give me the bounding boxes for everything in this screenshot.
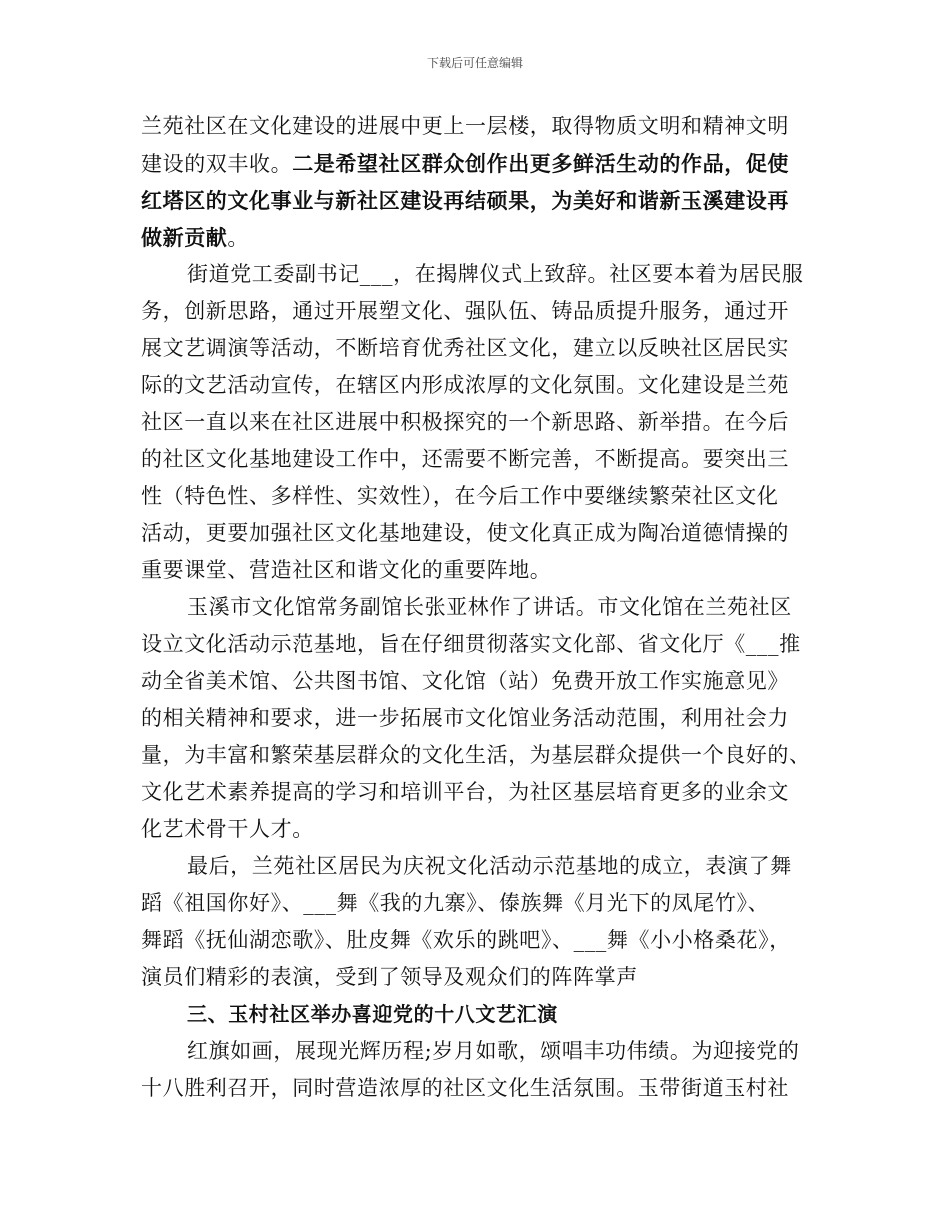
- text-run: 展文艺调演等活动，不断培育优秀社区文化，建立以反映社区居民实: [141, 336, 789, 360]
- text-line: [141, 737, 821, 774]
- text-run: 蹈《祖国你好》、___舞《我的九寨》、傣族舞《月光下的凤尾竹》、: [141, 891, 770, 915]
- paragraph: [141, 848, 821, 996]
- bold-text-run: 红塔区的文化事业与新社区建设再结硕果，为美好和谐新玉溪建设再: [141, 188, 789, 213]
- text-run: 活动，更要加强社区文化基地建设，使文化真正成为陶冶道德情操的: [141, 521, 789, 545]
- text-line: [141, 441, 821, 478]
- paragraph: [141, 1033, 821, 1107]
- text-run: 建设的双丰收。: [141, 152, 293, 176]
- text-run: 兰苑社区在文化建设的进展中更上一层楼，取得物质文明和精神文明: [141, 114, 789, 138]
- text-line: [141, 885, 821, 922]
- text-run: 际的文艺活动宣传，在辖区内形成浓厚的文化氛围。文化建设是兰苑: [141, 373, 789, 397]
- text-run: 街道党工委副书记___，在揭牌仪式上致辞。社区要本着为居民服: [187, 262, 804, 286]
- text-run: 化艺术骨干人才。: [141, 817, 314, 841]
- text-line: [141, 774, 821, 811]
- text-line: [141, 367, 821, 404]
- text-run: 演员们精彩的表演，受到了领导及观众们的阵阵掌声: [141, 965, 638, 989]
- text-line: [141, 1070, 821, 1107]
- text-run: 红旗如画，展现光辉历程;岁月如歌，颂唱丰功伟绩。为迎接党的: [187, 1039, 800, 1063]
- text-run: 文化艺术素养提高的学习和培训平台，为社区基层培育更多的业余文: [141, 780, 789, 804]
- text-line: [141, 515, 821, 552]
- text-line: [141, 552, 821, 589]
- text-run: 最后，兰苑社区居民为庆祝文化活动示范基地的成立，表演了舞: [187, 854, 792, 878]
- text-run: 的社区文化基地建设工作中，还需要不断完善，不断提高。要突出三: [141, 447, 789, 471]
- text-line: [141, 256, 821, 293]
- section-heading: 三、玉村社区举办喜迎党的十八文艺汇演: [187, 1002, 558, 1026]
- text-line: [141, 182, 821, 219]
- text-line: [141, 404, 821, 441]
- text-line: [141, 330, 821, 367]
- text-line: [141, 589, 821, 626]
- text-line: [141, 663, 821, 700]
- text-line: [141, 1033, 821, 1070]
- text-line: [141, 700, 821, 737]
- paragraph: [141, 256, 821, 589]
- text-run: 设立文化活动示范基地，旨在仔细贯彻落实文化部、省文化厅《___推: [141, 632, 801, 656]
- text-run: 。: [227, 226, 250, 250]
- text-line: [141, 848, 821, 885]
- text-line: [141, 293, 821, 330]
- text-line: [141, 478, 821, 515]
- text-line: [141, 108, 821, 145]
- text-line: [141, 922, 821, 959]
- text-run: 十八胜利召开，同时营造浓厚的社区文化生活氛围。玉带街道玉村社: [141, 1076, 789, 1100]
- document-body: [141, 108, 821, 1107]
- text-line: [141, 959, 821, 996]
- text-run: 量，为丰富和繁荣基层群众的文化生活，为基层群众提供一个良好的、: [141, 743, 811, 767]
- bold-text-run: 做新贡献: [141, 225, 228, 250]
- text-run: 务，创新思路，通过开展塑文化、强队伍、铸品质提升服务，通过开: [141, 299, 789, 323]
- page-header: 下载后可任意编辑: [426, 56, 523, 70]
- text-run: 玉溪市文化馆常务副馆长张亚林作了讲话。市文化馆在兰苑社区: [187, 595, 792, 619]
- text-line: [141, 626, 821, 663]
- text-run: 舞蹈《抚仙湖恋歌》、肚皮舞《欢乐的跳吧》、___舞《小小格桑花》，: [141, 928, 791, 952]
- paragraph: [141, 108, 821, 256]
- text-run: 的相关精神和要求，进一步拓展市文化馆业务活动范围，利用社会力: [141, 706, 789, 730]
- text-line: [141, 219, 821, 256]
- text-run: 性（特色性、多样性、实效性），在今后工作中要继续繁荣社区文化: [141, 484, 779, 508]
- text-line: [141, 145, 821, 182]
- text-run: 社区一直以来在社区进展中积极探究的一个新思路、新举措。在今后: [141, 410, 789, 434]
- text-line: [141, 811, 821, 848]
- text-run: 重要课堂、营造社区和谐文化的重要阵地。: [141, 558, 552, 582]
- bold-text-run: 二是希望社区群众创作出更多鲜活生动的作品，促使: [292, 151, 790, 176]
- paragraph: [141, 589, 821, 848]
- text-run: 动全省美术馆、公共图书馆、文化馆（站）免费开放工作实施意见》: [141, 669, 789, 693]
